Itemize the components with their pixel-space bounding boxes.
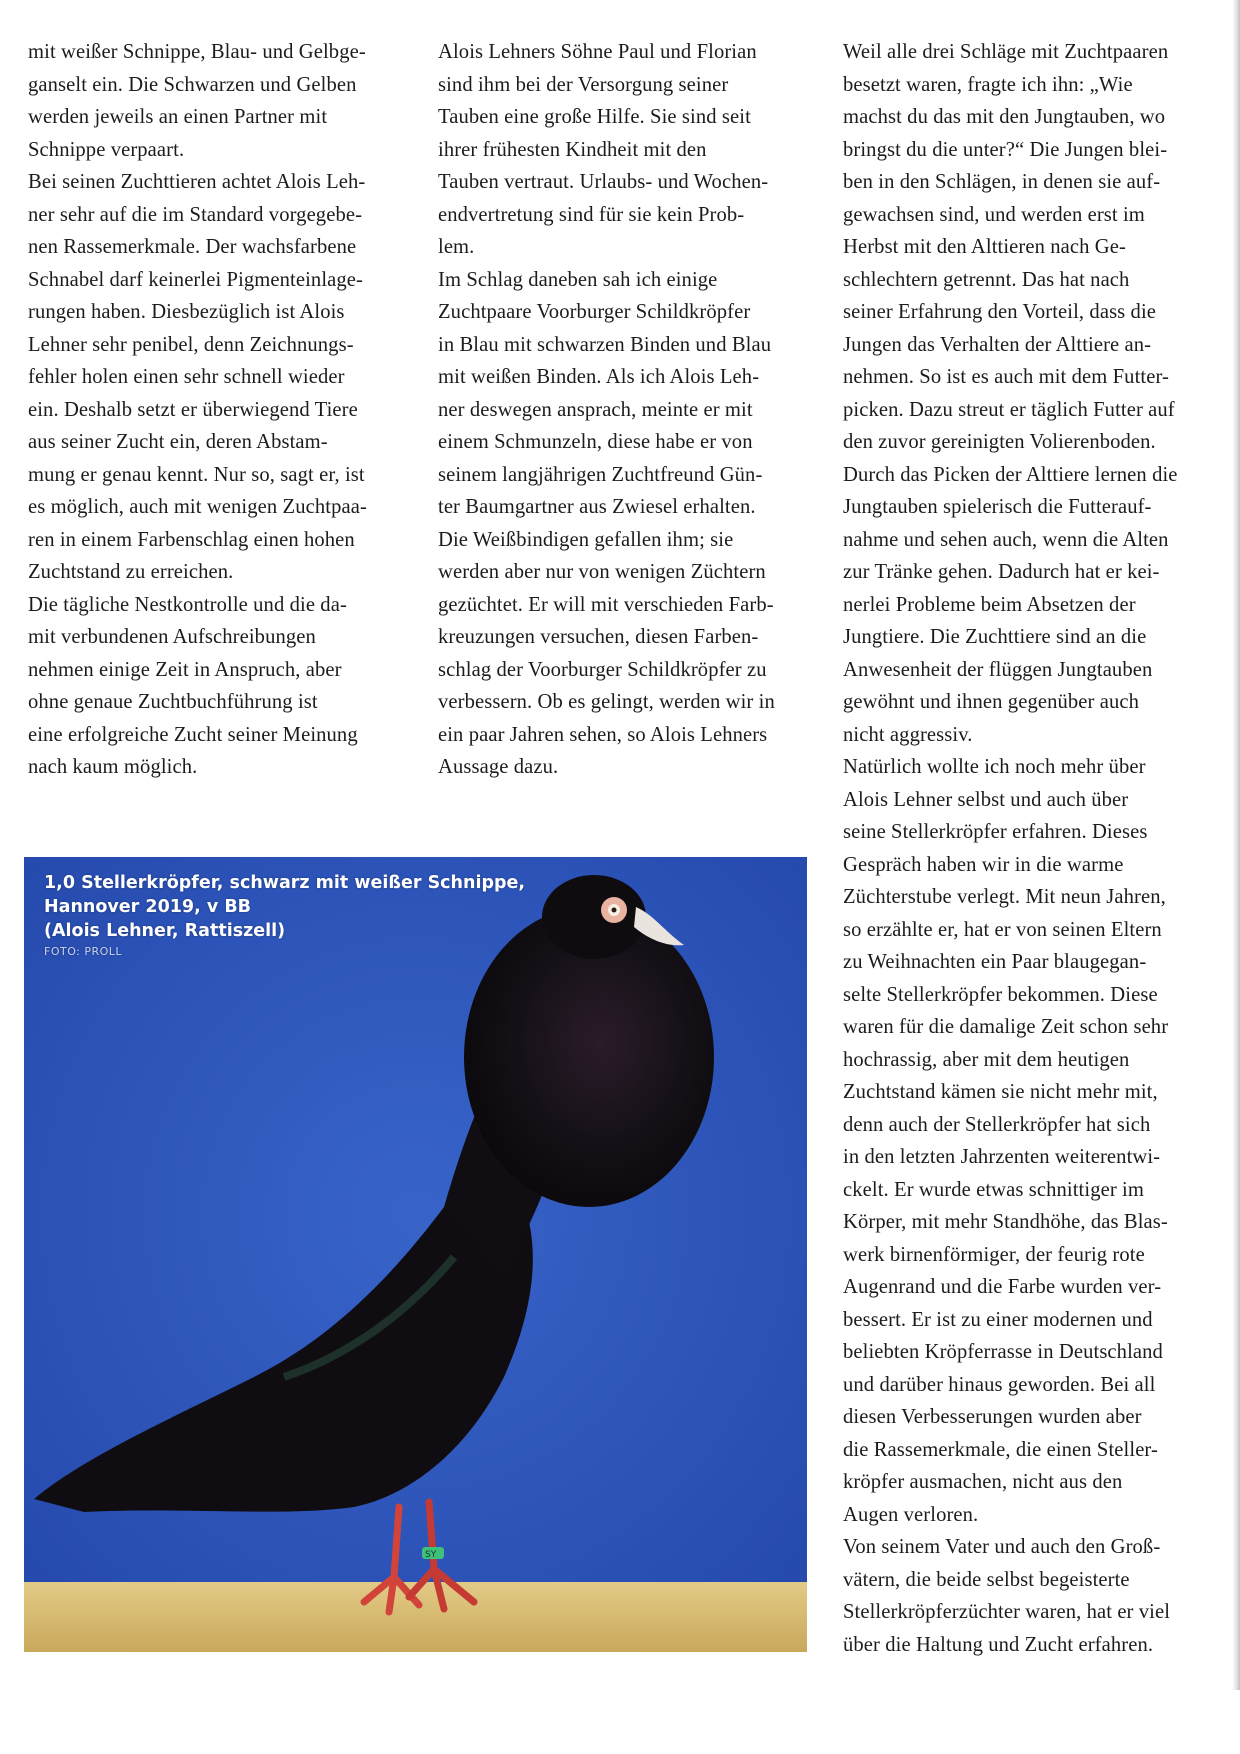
text-line: nicht aggressiv. <box>843 723 973 746</box>
photo-credit: FOTO: PROLL <box>44 945 123 958</box>
text-line: Züchterstube verlegt. Mit neun Jahren, <box>843 886 1166 908</box>
text-line: Alois Lehner selbst und auch über <box>843 788 1129 811</box>
text-line: waren für die damalige Zeit schon sehr <box>843 1016 1169 1038</box>
text-line: aus seiner Zucht ein, deren Abstam- <box>28 431 328 453</box>
text-line: Stellerkröpferzüchter waren, hat er viel <box>843 1601 1171 1623</box>
text-line: bessert. Er ist zu einer modernen und <box>843 1308 1153 1331</box>
photo-caption <box>44 871 525 961</box>
text-line: vätern, die beide selbst begeisterte <box>843 1568 1130 1591</box>
text-line: lem. <box>438 236 475 258</box>
text-line: Alois Lehners Söhne Paul und Florian <box>438 41 757 63</box>
text-line: schlag der Voorburger Schildkröpfer zu <box>438 658 767 681</box>
text-line: ihrer frühesten Kindheit mit den <box>438 138 707 161</box>
text-line: Anwesenheit der flüggen Jungtauben <box>843 658 1153 681</box>
text-line: ein paar Jahren sehen, so Alois Lehners <box>438 723 768 746</box>
text-line: bringst du die unter?“ Die Jungen blei- <box>843 138 1168 161</box>
pigeon-photo <box>24 857 807 1652</box>
text-line: ein. Deshalb setzt er überwiegend Tiere <box>28 398 358 421</box>
text-line: picken. Dazu streut er täglich Futter auf <box>843 398 1175 421</box>
text-line: ren in einem Farbenschlag einen hohen <box>28 528 355 551</box>
text-line: besetzt waren, fragte ich ihn: „Wie <box>843 73 1133 96</box>
text-line: sind ihm bei der Versorgung seiner <box>438 73 729 96</box>
text-line: nehmen einige Zeit in Anspruch, aber <box>28 658 342 681</box>
text-line: rungen haben. Diesbezüglich ist Alois <box>28 301 345 323</box>
text-line: Schnabel darf keinerlei Pigmenteinlage- <box>28 268 363 291</box>
text-line: Die tägliche Nestkontrolle und die da- <box>28 593 347 616</box>
text-line: Schnippe verpaart. <box>28 138 185 161</box>
text-line: ganselt ein. Die Schwarzen und Gelben <box>28 73 357 96</box>
text-line: Aussage dazu. <box>438 756 559 778</box>
text-line: zur Tränke gehen. Dadurch hat er kei- <box>843 561 1160 583</box>
text-line: denn auch der Stellerkröpfer hat sich <box>843 1113 1151 1136</box>
text-line: Tauben vertraut. Urlaubs- und Wochen- <box>438 171 769 193</box>
text-line: einem Schmunzeln, diese habe er von <box>438 431 753 453</box>
text-line: nerlei Probleme beim Absetzen der <box>843 593 1136 616</box>
text-line: Lehner sehr penibel, denn Zeichnungs- <box>28 333 354 356</box>
text-line: nehmen. So ist es auch mit dem Futter- <box>843 366 1169 388</box>
text-line: seinem langjährigen Zuchtfreund Gün- <box>438 463 763 486</box>
text-line: kröpfer ausmachen, nicht aus den <box>843 1471 1123 1493</box>
text-line: es möglich, auch mit wenigen Zuchtpaa- <box>28 496 367 518</box>
text-line: gewachsen sind, und werden erst im <box>843 203 1145 226</box>
text-line: werden aber nur von wenigen Züchtern <box>438 561 766 583</box>
text-line: machst du das mit den Jungtauben, wo <box>843 106 1166 128</box>
text-line: in Blau mit schwarzen Binden und Blau <box>438 333 772 356</box>
text-line: nach kaum möglich. <box>28 756 198 778</box>
text-line: kreuzungen versuchen, diesen Farben- <box>438 626 759 648</box>
text-line: Bei seinen Zuchttieren achtet Alois Leh- <box>28 171 366 193</box>
text-line: beliebten Kröpferrasse in Deutschland <box>843 1341 1163 1363</box>
text-line: Jungtauben spielerisch die Futterauf- <box>843 496 1152 518</box>
text-line: hochrassig, aber mit dem heutigen <box>843 1048 1130 1071</box>
text-line: Herbst mit den Alttieren nach Ge- <box>843 236 1126 258</box>
text-line: endvertretung sind für sie kein Prob- <box>438 203 745 226</box>
text-line: mit verbundenen Aufschreibungen <box>28 626 316 648</box>
text-column-1 <box>28 36 413 784</box>
text-line: Körper, mit mehr Standhöhe, das Blas- <box>843 1211 1168 1233</box>
pigeon-head <box>542 875 646 959</box>
text-line: Augen verloren. <box>843 1503 979 1526</box>
text-line: nahme und sehen auch, wenn die Alten <box>843 528 1169 551</box>
text-line: Jungen das Verhalten der Alttiere an- <box>843 333 1152 356</box>
text-line: diesen Verbesserungen wurden aber <box>843 1406 1142 1428</box>
text-line: seiner Erfahrung den Vorteil, dass die <box>843 301 1157 323</box>
text-line: Zuchtpaare Voorburger Schildkröpfer <box>438 301 751 323</box>
text-line: Zuchtstand zu erreichen. <box>28 561 234 583</box>
text-line: so erzählte er, hat er von seinen Eltern <box>843 918 1162 941</box>
text-line: Tauben eine große Hilfe. Sie sind seit <box>438 106 751 128</box>
text-line: mung er genau kennt. Nur so, sagt er, ist <box>28 463 365 486</box>
ring-label: SY <box>425 1550 437 1560</box>
text-line: ter Baumgartner aus Zwiesel erhalten. <box>438 496 756 518</box>
text-line: Augenrand und die Farbe wurden ver- <box>843 1276 1162 1298</box>
text-line: mit weißen Binden. Als ich Alois Leh- <box>438 366 760 388</box>
text-line: und darüber hinaus geworden. Bei all <box>843 1373 1156 1396</box>
text-line: Zuchtstand kämen sie nicht mehr mit, <box>843 1081 1158 1103</box>
text-line: ben in den Schlägen, in denen sie auf- <box>843 171 1161 193</box>
text-line: fehler holen einen sehr schnell wieder <box>28 366 345 388</box>
text-line: zu Weihnachten ein Paar blaugegan- <box>843 951 1147 973</box>
text-line: den zuvor gereinigten Volierenboden. <box>843 431 1156 453</box>
caption-line: 1,0 Stellerkröpfer, schwarz mit weißer Schnippe, <box>44 873 526 893</box>
text-line: mit weißer Schnippe, Blau- und Gelbge- <box>28 41 366 63</box>
text-column-2 <box>438 36 823 784</box>
text-line: verbessern. Ob es gelingt, werden wir in <box>438 691 775 713</box>
text-line: schlechtern getrennt. Das hat nach <box>843 268 1130 291</box>
text-line: nen Rassemerkmale. Der wachsfarbene <box>28 236 357 258</box>
text-line: Natürlich wollte ich noch mehr über <box>843 756 1146 778</box>
text-line: ner deswegen ansprach, meinte er mit <box>438 398 753 421</box>
caption-line: Hannover 2019, v BB <box>44 897 252 917</box>
text-column-3 <box>843 36 1223 1661</box>
text-line: gezüchtet. Er will mit verschieden Farb- <box>438 593 774 616</box>
text-line: Weil alle drei Schläge mit Zuchtpaaren <box>843 41 1169 63</box>
text-line: selte Stellerkröpfer bekommen. Diese <box>843 983 1158 1006</box>
text-line: werden jeweils an einen Partner mit <box>28 106 328 128</box>
text-line: gewöhnt und ihnen gegenüber auch <box>843 691 1139 713</box>
text-line: ohne genaue Zuchtbuchführung ist <box>28 691 318 713</box>
text-line: Von seinem Vater und auch den Groß- <box>843 1536 1161 1558</box>
pigeon-illustration <box>24 857 807 1652</box>
text-line: Jungtiere. Die Zuchttiere sind an die <box>843 626 1147 648</box>
scan-edge-shadow <box>1232 0 1240 1690</box>
text-line: Gespräch haben wir in die warme <box>843 853 1124 876</box>
text-line: in den letzten Jahrzenten weiterentwi- <box>843 1146 1161 1168</box>
text-line: Im Schlag daneben sah ich einige <box>438 268 718 291</box>
caption-line: (Alois Lehner, Rattiszell) <box>44 921 286 941</box>
text-line: eine erfolgreiche Zucht seiner Meinung <box>28 723 358 746</box>
text-line: über die Haltung und Zucht erfahren. <box>843 1633 1154 1656</box>
text-line: Durch das Picken der Alttiere lernen die <box>843 463 1178 486</box>
text-line: die Rassemerkmale, die einen Steller- <box>843 1438 1158 1461</box>
text-line: seine Stellerkröpfer erfahren. Dieses <box>843 821 1148 843</box>
text-line: ner sehr auf die im Standard vorgegebe- <box>28 203 363 226</box>
text-line: Die Weißbindigen gefallen ihm; sie <box>438 528 734 551</box>
text-line: werk birnenförmiger, der feurig rote <box>843 1243 1145 1266</box>
text-line: ckelt. Er wurde etwas schnittiger im <box>843 1178 1144 1201</box>
